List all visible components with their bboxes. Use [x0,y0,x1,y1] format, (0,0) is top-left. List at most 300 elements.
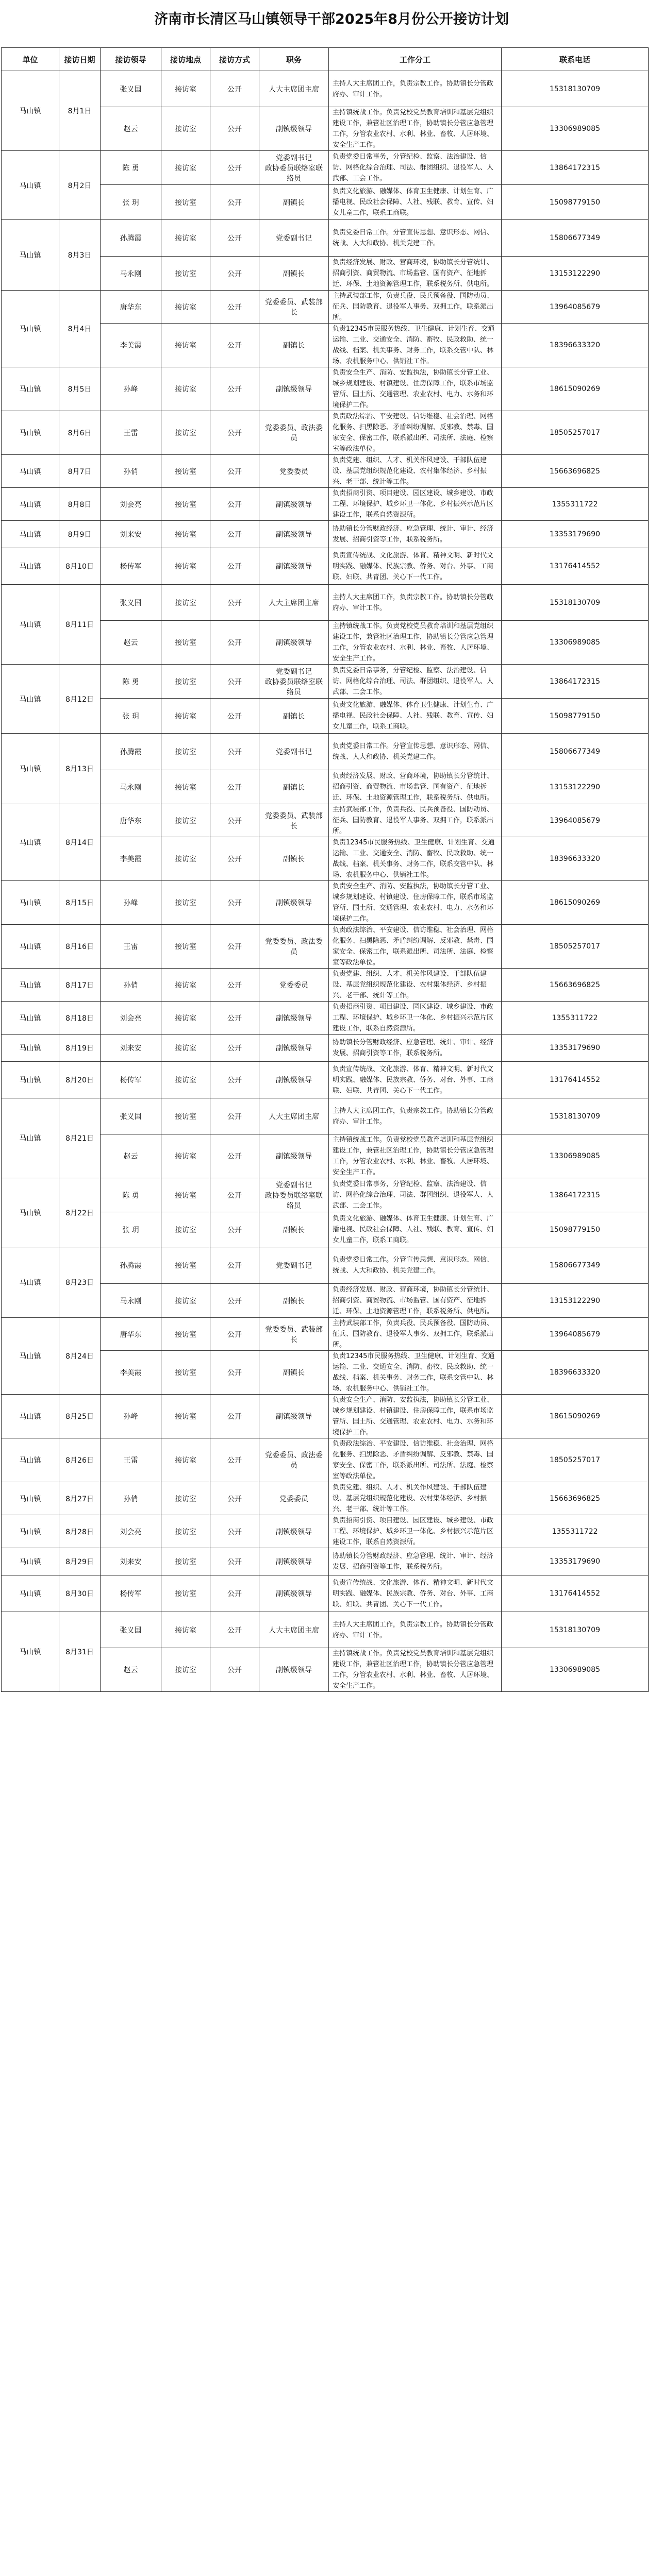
method-cell: 公开 [210,969,259,1002]
schedule-body [2,71,649,1692]
method-cell: 公开 [210,699,259,734]
date-cell: 8月22日 [59,1178,101,1247]
date-cell: 8月30日 [59,1575,101,1612]
location-cell: 接访室 [161,1515,210,1548]
position-cell: 党委委员 [259,1482,329,1515]
location-cell: 接访室 [161,185,210,220]
leader-cell: 杨传军 [101,1575,161,1612]
unit-cell: 马山镇 [2,1575,59,1612]
location-cell: 接访室 [161,411,210,455]
phone-cell: 13306989085 [502,1648,649,1692]
position-cell: 人大主席团主席 [259,1098,329,1134]
method-cell: 公开 [210,1648,259,1692]
date-cell: 8月26日 [59,1438,101,1482]
leader-cell: 马永刚 [101,257,161,291]
unit-cell: 马山镇 [2,1438,59,1482]
method-cell: 公开 [210,1098,259,1134]
unit-cell: 马山镇 [2,1098,59,1178]
phone-cell: 13864172315 [502,665,649,699]
leader-cell: 王雷 [101,925,161,969]
phone-cell: 13306989085 [502,621,649,665]
method-cell: 公开 [210,770,259,804]
position-cell: 副镇级领导 [259,521,329,548]
unit-cell: 马山镇 [2,455,59,488]
phone-cell: 15806677349 [502,734,649,770]
duty-cell: 负责文化旅游、融媒体、体育卫生健康、计划生育、广播电视、民政社会保障、人社、残联、教育、宣传、妇女儿童工作，联系工商联。 [329,1212,502,1247]
duty-cell: 主持人大主席团工作，负责宗教工作。协助镇长分管政府办、审计工作。 [329,71,502,107]
table-row [2,1035,649,1062]
location-cell: 接访室 [161,367,210,411]
method-cell: 公开 [210,324,259,367]
position-cell: 副镇级领导 [259,367,329,411]
unit-cell: 马山镇 [2,151,59,220]
leader-cell: 王雷 [101,411,161,455]
phone-cell: 13964085679 [502,1318,649,1351]
leader-cell: 陈 勇 [101,1178,161,1212]
duty-cell: 主持武装部工作，负责兵役、民兵预备役、国防动员、征兵、国防教育、退役军人事务、双拥工作，联系派出所。 [329,1318,502,1351]
date-cell: 8月9日 [59,521,101,548]
table-row [2,1612,649,1648]
method-cell: 公开 [210,1212,259,1247]
leader-cell: 陈 勇 [101,151,161,185]
duty-cell: 负责12345市民服务热线、卫生健康、计划生育、交通运输、工业、交通安全、消防、畜牧、民政救助、统一战线、档案、机关事务、财务工作，联系交管中队、林场、农机服务中心、供销社工作。 [329,324,502,367]
date-cell: 8月5日 [59,367,101,411]
duty-cell: 负责政法综治、平安建设、信访维稳、社会治理、网格化服务、扫黑除恶、矛盾纠纷调解、反邪教、禁毒、国家安全、保密工作，联系派出所、司法所、法庭、检察室等政法单位。 [329,925,502,969]
date-cell: 8月15日 [59,881,101,925]
location-cell: 接访室 [161,71,210,107]
table-row [2,1247,649,1284]
location-cell: 接访室 [161,1648,210,1692]
table-row [2,1438,649,1482]
location-cell: 接访室 [161,699,210,734]
date-cell: 8月17日 [59,969,101,1002]
position-cell: 副镇级领导 [259,621,329,665]
phone-cell: 13176414552 [502,1062,649,1098]
date-cell: 8月19日 [59,1035,101,1062]
location-cell: 接访室 [161,107,210,151]
phone-cell: 18505257017 [502,1438,649,1482]
position-cell: 副镇长 [259,1284,329,1318]
position-cell: 党委委员、武装部长 [259,804,329,837]
date-cell: 8月16日 [59,925,101,969]
method-cell: 公开 [210,455,259,488]
table-row [2,1098,649,1134]
position-cell: 副镇长 [259,324,329,367]
leader-cell: 张义国 [101,1612,161,1648]
unit-cell: 马山镇 [2,1395,59,1438]
method-cell: 公开 [210,1247,259,1284]
position-cell: 副镇级领导 [259,1062,329,1098]
duty-cell: 负责党建、组织、人才、机关作风建设、干部队伍建设、基层党组织规范化建设、农村集体经济、乡村振兴、老干部、统计等工作。 [329,969,502,1002]
phone-cell: 13964085679 [502,804,649,837]
method-cell: 公开 [210,71,259,107]
duty-cell: 负责招商引资、项目建设、园区建设、城乡建设、市政工程、环境保护、城乡环卫一体化、乡村振兴示范片区建设工作，联系自然资源所。 [329,488,502,521]
leader-cell: 孙腾霞 [101,734,161,770]
location-cell: 接访室 [161,881,210,925]
position-cell: 人大主席团主席 [259,1612,329,1648]
position-cell: 党委副书记 [259,734,329,770]
method-cell: 公开 [210,521,259,548]
leader-cell: 孙腾霞 [101,1247,161,1284]
phone-cell: 18505257017 [502,411,649,455]
method-cell: 公开 [210,837,259,881]
phone-cell: 15098779150 [502,185,649,220]
unit-cell: 马山镇 [2,1515,59,1548]
location-cell: 接访室 [161,1062,210,1098]
date-cell: 8月6日 [59,411,101,455]
position-cell: 党委副书记 [259,220,329,257]
leader-cell: 李美霞 [101,324,161,367]
leader-cell: 孙腾霞 [101,220,161,257]
location-cell: 接访室 [161,257,210,291]
date-cell: 8月25日 [59,1395,101,1438]
position-cell: 党委副书记 政协委员联络室联络员 [259,151,329,185]
unit-cell: 马山镇 [2,1482,59,1515]
position-cell: 副镇长 [259,1351,329,1395]
location-cell: 接访室 [161,804,210,837]
position-cell: 副镇长 [259,837,329,881]
date-cell: 8月4日 [59,291,101,367]
position-cell: 党委委员、政法委员 [259,1438,329,1482]
table-row [2,1575,649,1612]
phone-cell: 15806677349 [502,220,649,257]
phone-cell: 15098779150 [502,699,649,734]
unit-cell: 马山镇 [2,665,59,734]
duty-cell: 负责政法综治、平安建设、信访维稳、社会治理、网格化服务、扫黑除恶、矛盾纠纷调解、反邪教、禁毒、国家安全、保密工作，联系派出所、司法所、法庭、检察室等政法单位。 [329,1438,502,1482]
phone-cell: 13353179690 [502,521,649,548]
method-cell: 公开 [210,151,259,185]
phone-cell: 15318130709 [502,71,649,107]
position-cell: 副镇长 [259,185,329,220]
location-cell: 接访室 [161,585,210,621]
leader-cell: 赵云 [101,1648,161,1692]
location-cell: 接访室 [161,1548,210,1575]
method-cell: 公开 [210,220,259,257]
leader-cell: 张 玥 [101,699,161,734]
date-cell: 8月12日 [59,665,101,734]
phone-cell: 1355311722 [502,1002,649,1035]
duty-cell: 负责党建、组织、人才、机关作风建设、干部队伍建设、基层党组织规范化建设、农村集体经济、乡村振兴、老干部、统计等工作。 [329,455,502,488]
date-cell: 8月11日 [59,585,101,665]
location-cell: 接访室 [161,521,210,548]
position-cell: 副镇长 [259,699,329,734]
position-cell: 副镇级领导 [259,1035,329,1062]
unit-cell: 马山镇 [2,367,59,411]
date-cell: 8月8日 [59,488,101,521]
table-row [2,521,649,548]
phone-cell: 13864172315 [502,151,649,185]
leader-cell: 张 玥 [101,185,161,220]
duty-cell: 负责文化旅游、融媒体、体育卫生健康、计划生育、广播电视、民政社会保障、人社、残联、教育、宣传、妇女儿童工作，联系工商联。 [329,699,502,734]
date-cell: 8月2日 [59,151,101,220]
leader-cell: 赵云 [101,107,161,151]
method-cell: 公开 [210,257,259,291]
method-cell: 公开 [210,621,259,665]
duty-cell: 协助镇长分管财政经济、应急管理、统计、审计、经济发展、招商引资等工作，联系税务所。 [329,1548,502,1575]
unit-cell: 马山镇 [2,1062,59,1098]
leader-cell: 马永刚 [101,770,161,804]
duty-cell: 负责党委日常事务，分管纪检、监察、法治建设、信访、网格化综合治理、司法、群团组织、退役军人、人武部、工会工作。 [329,151,502,185]
date-cell: 8月27日 [59,1482,101,1515]
duty-cell: 主持镇统战工作。负责党校党员教育培训和基层党组织建设工作，兼管社区治理工作，协助镇长分管应急管理工作，分管农业农村、水利、林业、畜牧、人居环境、安全生产工作。 [329,1134,502,1178]
position-cell: 副镇级领导 [259,488,329,521]
leader-cell: 张义国 [101,1098,161,1134]
position-cell: 副镇级领导 [259,1548,329,1575]
method-cell: 公开 [210,1134,259,1178]
method-cell: 公开 [210,1284,259,1318]
duty-cell: 负责宣传统战、文化旅游、体育、精神文明、新时代文明实践、融媒体、民族宗教、侨务、对台、外事、工商联、妇联、共青团、关心下一代工作。 [329,548,502,585]
location-cell: 接访室 [161,1575,210,1612]
position-cell: 副镇级领导 [259,1002,329,1035]
location-cell: 接访室 [161,1247,210,1284]
duty-cell: 负责党委日常工作。分管宣传思想、意识形态、网信、统战、人大和政协、机关党建工作。 [329,220,502,257]
location-cell: 接访室 [161,291,210,324]
method-cell: 公开 [210,734,259,770]
column-header-phone: 联系电话 [502,48,649,71]
unit-cell: 马山镇 [2,1002,59,1035]
unit-cell: 马山镇 [2,220,59,291]
method-cell: 公开 [210,488,259,521]
duty-cell: 主持镇统战工作。负责党校党员教育培训和基层党组织建设工作，兼管社区治理工作，协助镇长分管应急管理工作，分管农业农村、水利、林业、畜牧、人居环境、安全生产工作。 [329,621,502,665]
method-cell: 公开 [210,1548,259,1575]
location-cell: 接访室 [161,324,210,367]
duty-cell: 负责安全生产、消防、安监执法，协助镇长分管工业、城乡规划建设、村镇建设、住房保障工作，联系市场监管所、国土所、交通管理、农业农村、电力、水务和环境保护工作。 [329,881,502,925]
location-cell: 接访室 [161,665,210,699]
table-row [2,925,649,969]
leader-cell: 杨传军 [101,1062,161,1098]
phone-cell: 13306989085 [502,107,649,151]
method-cell: 公开 [210,1612,259,1648]
method-cell: 公开 [210,1351,259,1395]
table-row [2,367,649,411]
leader-cell: 李美霞 [101,1351,161,1395]
location-cell: 接访室 [161,621,210,665]
location-cell: 接访室 [161,1134,210,1178]
table-row [2,1482,649,1515]
location-cell: 接访室 [161,1212,210,1247]
table-row [2,1002,649,1035]
leader-cell: 孙俏 [101,969,161,1002]
table-row [2,220,649,257]
unit-cell: 马山镇 [2,925,59,969]
table-row [2,1395,649,1438]
position-cell: 副镇级领导 [259,548,329,585]
location-cell: 接访室 [161,1035,210,1062]
schedule-table [1,47,649,1692]
table-row [2,1318,649,1351]
leader-cell: 唐华东 [101,1318,161,1351]
duty-cell: 负责政法综治、平安建设、信访维稳、社会治理、网格化服务、扫黑除恶、矛盾纠纷调解、反邪教、禁毒、国家安全、保密工作，联系派出所、司法所、法庭、检察室等政法单位。 [329,411,502,455]
table-row [2,881,649,925]
method-cell: 公开 [210,107,259,151]
duty-cell: 协助镇长分管财政经济、应急管理、统计、审计、经济发展、招商引资等工作，联系税务所。 [329,521,502,548]
method-cell: 公开 [210,585,259,621]
method-cell: 公开 [210,291,259,324]
duty-cell: 主持人大主席团工作，负责宗教工作。协助镇长分管政府办、审计工作。 [329,1612,502,1648]
position-cell: 副镇级领导 [259,1134,329,1178]
table-row [2,665,649,699]
phone-cell: 13153122290 [502,1284,649,1318]
table-row [2,1548,649,1575]
duty-cell: 负责文化旅游、融媒体、体育卫生健康、计划生育、广播电视、民政社会保障、人社、残联、教育、宣传、妇女儿童工作，联系工商联。 [329,185,502,220]
position-cell: 副镇级领导 [259,1395,329,1438]
column-header-unit: 单位 [2,48,59,71]
phone-cell: 13176414552 [502,548,649,585]
unit-cell: 马山镇 [2,488,59,521]
leader-cell: 赵云 [101,621,161,665]
date-cell: 8月23日 [59,1247,101,1318]
date-cell: 8月29日 [59,1548,101,1575]
leader-cell: 李美霞 [101,837,161,881]
date-cell: 8月21日 [59,1098,101,1178]
location-cell: 接访室 [161,734,210,770]
position-cell: 党委委员、政法委员 [259,411,329,455]
table-row [2,71,649,107]
leader-cell: 陈 勇 [101,665,161,699]
location-cell: 接访室 [161,969,210,1002]
unit-cell: 马山镇 [2,1318,59,1395]
position-cell: 人大主席团主席 [259,585,329,621]
unit-cell: 马山镇 [2,881,59,925]
method-cell: 公开 [210,411,259,455]
duty-cell: 负责经济发展、财政、营商环境，协助镇长分管统计、招商引资、商贸物流、市场监管、国有资产、征地拆迁、环保、土地资源管理工作，联系税务所、供电所。 [329,1284,502,1318]
duty-cell: 负责党委日常工作。分管宣传思想、意识形态、网信、统战、人大和政协、机关党建工作。 [329,734,502,770]
position-cell: 副镇级领导 [259,1648,329,1692]
leader-cell: 刘会亮 [101,1515,161,1548]
position-cell: 党委副书记 政协委员联络室联络员 [259,1178,329,1212]
location-cell: 接访室 [161,455,210,488]
table-row [2,969,649,1002]
location-cell: 接访室 [161,1351,210,1395]
duty-cell: 负责党委日常事务，分管纪检、监察、法治建设、信访、网格化综合治理、司法、群团组织、退役军人、人武部、工会工作。 [329,1178,502,1212]
phone-cell: 1355311722 [502,1515,649,1548]
duty-cell: 主持人大主席团工作，负责宗教工作。协助镇长分管政府办、审计工作。 [329,585,502,621]
duty-cell: 协助镇长分管财政经济、应急管理、统计、审计、经济发展、招商引资等工作，联系税务所。 [329,1035,502,1062]
unit-cell: 马山镇 [2,585,59,665]
phone-cell: 13353179690 [502,1548,649,1575]
table-row [2,1515,649,1548]
column-header-leader: 接访领导 [101,48,161,71]
column-header-date: 接访日期 [59,48,101,71]
header-row [2,48,649,71]
date-cell: 8月14日 [59,804,101,881]
phone-cell: 15318130709 [502,585,649,621]
duty-cell: 负责经济发展、财政、营商环境，协助镇长分管统计、招商引资、商贸物流、市场监管、国有资产、征地拆迁、环保、土地资源管理工作，联系税务所、供电所。 [329,770,502,804]
phone-cell: 13176414552 [502,1575,649,1612]
table-row [2,488,649,521]
leader-cell: 刘来安 [101,521,161,548]
duty-cell: 负责招商引资、项目建设、园区建设、城乡建设、市政工程、环境保护、城乡环卫一体化、乡村振兴示范片区建设工作，联系自然资源所。 [329,1002,502,1035]
column-header-duty: 工作分工 [329,48,502,71]
duty-cell: 负责党委日常工作。分管宣传思想、意识形态、网信、统战、人大和政协、机关党建工作。 [329,1247,502,1284]
leader-cell: 唐华东 [101,291,161,324]
duty-cell: 主持武装部工作，负责兵役、民兵预备役、国防动员、征兵、国防教育、退役军人事务、双拥工作，联系派出所。 [329,291,502,324]
duty-cell: 主持人大主席团工作，负责宗教工作。协助镇长分管政府办、审计工作。 [329,1098,502,1134]
method-cell: 公开 [210,665,259,699]
leader-cell: 王雷 [101,1438,161,1482]
location-cell: 接访室 [161,220,210,257]
location-cell: 接访室 [161,1284,210,1318]
method-cell: 公开 [210,1395,259,1438]
leader-cell: 赵云 [101,1134,161,1178]
unit-cell: 马山镇 [2,411,59,455]
table-row [2,585,649,621]
phone-cell: 18396633320 [502,837,649,881]
leader-cell: 孙峰 [101,367,161,411]
duty-cell: 主持武装部工作，负责兵役、民兵预备役、国防动员、征兵、国防教育、退役军人事务、双拥工作，联系派出所。 [329,804,502,837]
phone-cell: 13964085679 [502,291,649,324]
date-cell: 8月3日 [59,220,101,291]
phone-cell: 15806677349 [502,1247,649,1284]
method-cell: 公开 [210,1002,259,1035]
date-cell: 8月31日 [59,1612,101,1692]
phone-cell: 18396633320 [502,324,649,367]
duty-cell: 负责12345市民服务热线、卫生健康、计划生育、交通运输、工业、交通安全、消防、畜牧、民政救助、统一战线、档案、机关事务、财务工作，联系交管中队、林场、农机服务中心、供销社工作。 [329,837,502,881]
position-cell: 党委委员、武装部长 [259,291,329,324]
date-cell: 8月1日 [59,71,101,151]
date-cell: 8月10日 [59,548,101,585]
column-header-position: 职务 [259,48,329,71]
method-cell: 公开 [210,881,259,925]
location-cell: 接访室 [161,925,210,969]
table-row [2,1062,649,1098]
location-cell: 接访室 [161,1482,210,1515]
method-cell: 公开 [210,1515,259,1548]
method-cell: 公开 [210,367,259,411]
duty-cell: 负责招商引资、项目建设、园区建设、城乡建设、市政工程、环境保护、城乡环卫一体化、乡村振兴示范片区建设工作，联系自然资源所。 [329,1515,502,1548]
phone-cell: 1355311722 [502,488,649,521]
position-cell: 党委副书记 [259,1247,329,1284]
method-cell: 公开 [210,925,259,969]
location-cell: 接访室 [161,488,210,521]
location-cell: 接访室 [161,1002,210,1035]
phone-cell: 15098779150 [502,1212,649,1247]
unit-cell: 马山镇 [2,1548,59,1575]
leader-cell: 刘来安 [101,1035,161,1062]
location-cell: 接访室 [161,1318,210,1351]
duty-cell: 负责安全生产、消防、安监执法，协助镇长分管工业、城乡规划建设、村镇建设、住房保障工作，联系市场监管所、国土所、交通管理、农业农村、电力、水务和环境保护工作。 [329,1395,502,1438]
table-row [2,455,649,488]
table-row [2,734,649,770]
leader-cell: 张义国 [101,585,161,621]
unit-cell: 马山镇 [2,521,59,548]
phone-cell: 18615090269 [502,881,649,925]
unit-cell: 马山镇 [2,1247,59,1318]
leader-cell: 张义国 [101,71,161,107]
phone-cell: 13153122290 [502,770,649,804]
phone-cell: 15663696825 [502,455,649,488]
date-cell: 8月28日 [59,1515,101,1548]
table-row [2,151,649,185]
unit-cell: 马山镇 [2,71,59,151]
phone-cell: 18396633320 [502,1351,649,1395]
phone-cell: 18615090269 [502,1395,649,1438]
unit-cell: 马山镇 [2,1178,59,1247]
table-row [2,804,649,837]
position-cell: 党委副书记 政协委员联络室联络员 [259,665,329,699]
method-cell: 公开 [210,185,259,220]
method-cell: 公开 [210,1318,259,1351]
leader-cell: 刘来安 [101,1548,161,1575]
location-cell: 接访室 [161,1612,210,1648]
leader-cell: 唐华东 [101,804,161,837]
position-cell: 党委委员 [259,455,329,488]
table-row [2,291,649,324]
location-cell: 接访室 [161,151,210,185]
position-cell: 党委委员 [259,969,329,1002]
duty-cell: 主持镇统战工作。负责党校党员教育培训和基层党组织建设工作，兼管社区治理工作，协助镇长分管应急管理工作，分管农业农村、水利、林业、畜牧、人居环境、安全生产工作。 [329,107,502,151]
duty-cell: 负责经济发展、财政、营商环境，协助镇长分管统计、招商引资、商贸物流、市场监管、国有资产、征地拆迁、环保、土地资源管理工作，联系税务所、供电所。 [329,257,502,291]
